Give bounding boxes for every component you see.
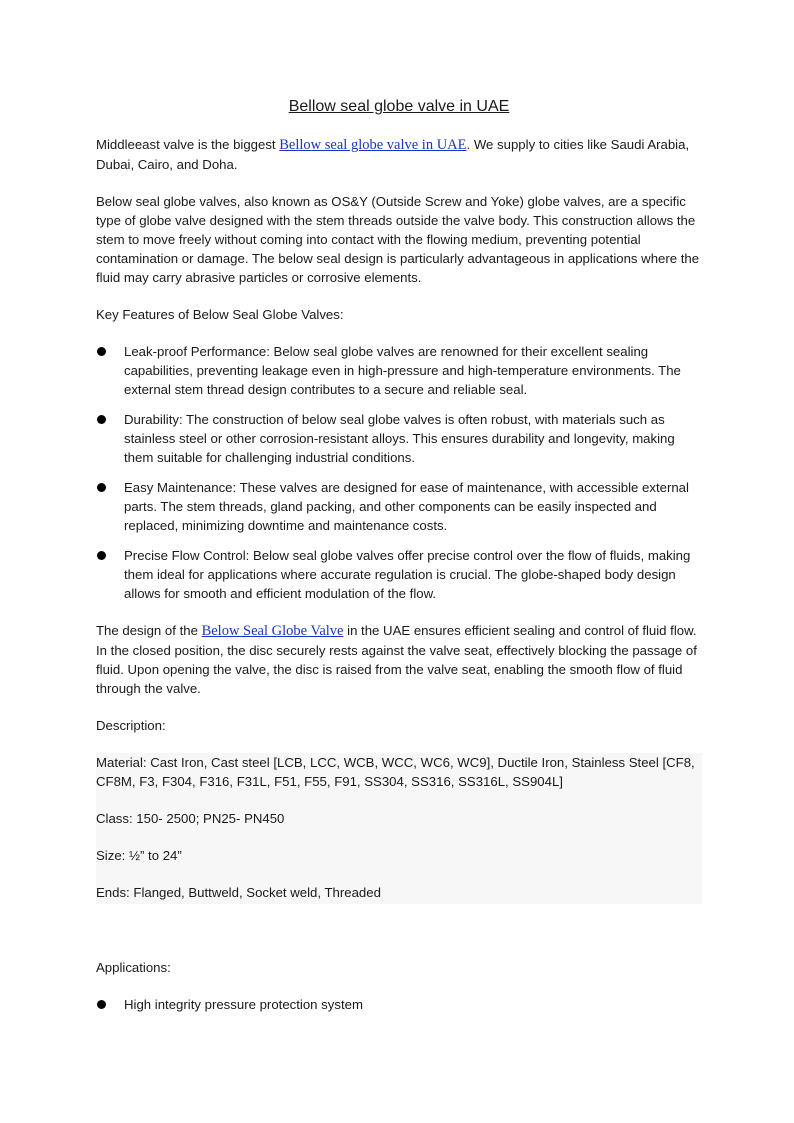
bullet-icon xyxy=(97,347,106,356)
design-text-before: The design of the xyxy=(96,623,202,638)
feature-text: Durability: The construction of below seal globe valves is often robust, with materials such as stainless steel or other corrosion-resistant alloys. This ensures durability and longevity, making them suitable for challenging industrial conditions. xyxy=(124,412,675,465)
document-page xyxy=(96,96,702,1032)
spec-ends: Ends: Flanged, Buttweld, Socket weld, Threaded xyxy=(96,885,381,900)
bullet-icon xyxy=(97,1000,106,1009)
specifications-block xyxy=(96,753,702,904)
applications-list xyxy=(96,995,702,1014)
feature-text: Leak-proof Performance: Below seal globe valves are renowned for their excellent sealing capabilities, preventing leakage even in high-pressure and high-temperature environments. The external stem thread design contributes to a secure and reliable seal. xyxy=(124,344,681,397)
list-item xyxy=(96,410,702,467)
description-heading: Description: xyxy=(96,718,166,733)
intro-text-before: Middleeast valve is the biggest xyxy=(96,137,280,152)
design-paragraph xyxy=(96,621,702,698)
below-seal-globe-valve-link[interactable]: Below Seal Globe Valve xyxy=(201,623,344,639)
applications-heading: Applications: xyxy=(96,960,171,975)
feature-text: Easy Maintenance: These valves are designed for ease of maintenance, with accessible external parts. The stem threads, gland packing, and other components can be easily inspected and replaced, minimizing downtime and maintenance costs. xyxy=(124,480,689,533)
spec-material: Material: Cast Iron, Cast steel [LCB, LCC, WCB, WCC, WC6, WC9], Ductile Iron, Stainless Steel [CF8, CF8M, F3, F304, F316, F31L, F51, F55, F91, SS304, SS316, SS316L, SS904L] xyxy=(96,755,695,789)
page-title: Bellow seal globe valve in UAE xyxy=(288,98,510,115)
feature-text: Precise Flow Control: Below seal globe valves offer precise control over the flow of fluids, making them ideal for applications where accurate regulation is crucial. The globe-shaped body design allows for smooth and efficient modulation of the flow. xyxy=(124,548,691,601)
list-item xyxy=(96,478,702,535)
features-heading: Key Features of Below Seal Globe Valves: xyxy=(96,307,344,322)
design-text-after: in the UAE ensures efficient sealing and control of fluid flow. In the closed position, the disc securely rests against the valve seat, effectively blocking the passage of fluid. Upon opening the valve, the disc is raised from the valve seat, enabling the smooth flow of fluid through the valve. xyxy=(96,623,697,696)
bullet-icon xyxy=(97,483,106,492)
bullet-icon xyxy=(97,415,106,424)
spec-size: Size: ½” to 24” xyxy=(96,848,182,863)
list-item xyxy=(96,995,702,1014)
overview-paragraph: Below seal globe valves, also known as OS&Y (Outside Screw and Yoke) globe valves, are a specific type of globe valve designed with the stem threads outside the valve body. This construction allows the stem to move freely without coming into contact with the flowing medium, preventing potential contamination or damage. The below seal design is particularly advantageous in applications where the fluid may carry abrasive particles or corrosive elements. xyxy=(96,194,700,285)
list-item xyxy=(96,546,702,603)
list-item xyxy=(96,342,702,399)
spec-class: Class: 150- 2500; PN25- PN450 xyxy=(96,811,285,826)
application-text: High integrity pressure protection system xyxy=(124,997,363,1012)
features-list xyxy=(96,342,702,603)
bullet-icon xyxy=(97,551,106,560)
bellow-seal-valve-link[interactable]: Bellow seal globe valve in UAE xyxy=(279,137,467,153)
intro-text-after: . We supply to cities like Saudi Arabia, Dubai, Cairo, and Doha. xyxy=(96,137,690,172)
spacer xyxy=(96,922,702,958)
intro-paragraph xyxy=(96,135,702,174)
